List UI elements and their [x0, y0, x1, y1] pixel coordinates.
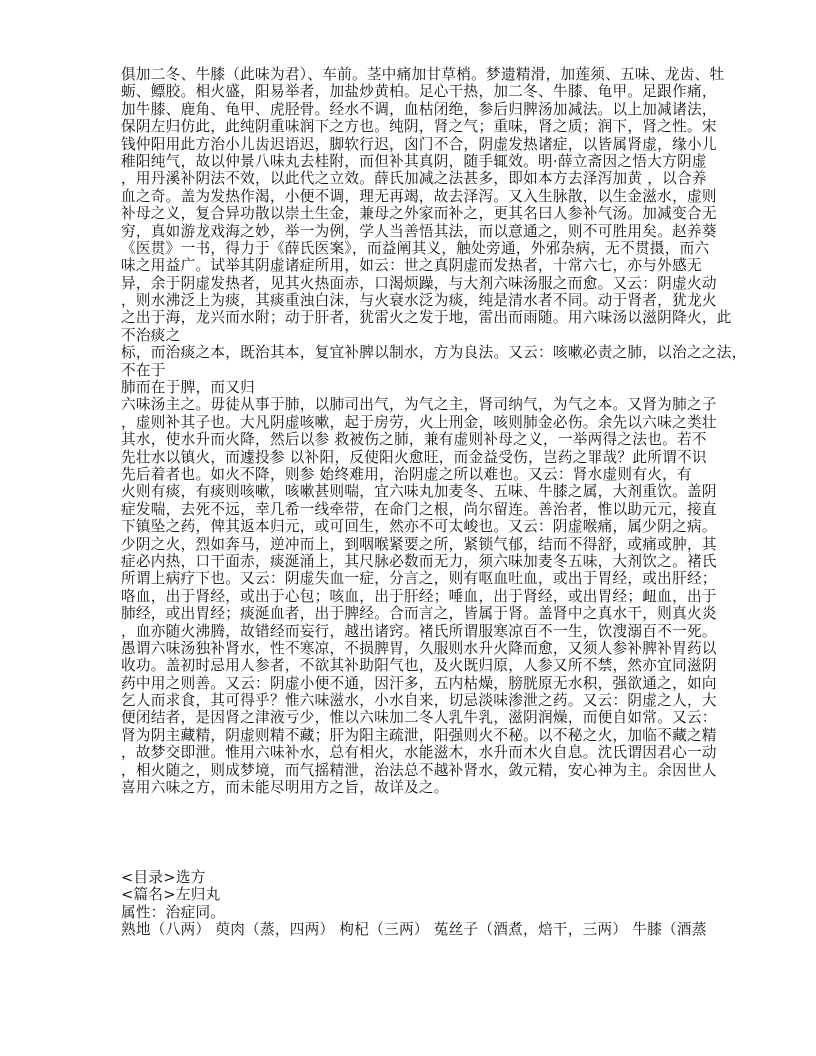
- text-line: 不在于: [121, 361, 166, 379]
- text-line: 先后着者也。如火不降，则参 始终难用，治阴虚之所以难也。又云：肾水虚则有火，有: [121, 465, 692, 483]
- text-line: 乞人而求食，其可得乎？惟六味滋水，小水自来，切忌淡味渗泄之药。又云：阴虚之人，大: [121, 692, 717, 710]
- text-line: 《医贯》一书，得力于《薛氏医案》，而益阐其义，触处旁通，外邪杂病，无不贯摄，而六: [121, 239, 710, 257]
- text-line: 味之用益广。试举其阴虚诸症所用，如云：世之真阴虚而发热者，十常六七，亦与外感无: [121, 257, 702, 275]
- text-line: 肺而在于脾，而又归: [121, 379, 256, 397]
- text-line: 下镇坠之药，俾其返本归元，或可回生，然亦不可太峻也。又云：阴虚喉痛，属少阴之病。: [121, 518, 717, 536]
- text-line: 火则有痰，有痰则咳嗽，咳嗽甚则喘，宜六味丸加麦冬、五味、牛膝之属，大剂重饮。盖阴: [121, 483, 717, 501]
- text-line: 喜用六味之方，而未能尽明用方之旨，故详及之。: [121, 779, 449, 797]
- text-line: 少阴之火，烈如奔马，逆冲而上，到咽喉紧要之所，紧锁气郁，结而不得舒，或痛或肿，其: [121, 535, 717, 553]
- formula-ingredients: 熟地（八两） 萸肉（蒸，四两） 枸杞（三两） 菟丝子（酒煮，焙干，三两） 牛膝（酒蒸: [121, 921, 707, 939]
- text-line: ，则水沸泛上为痰，其痰重浊白沫，与火衰水泛为痰，纯是清水者不同。动于肾者，犹龙火: [121, 292, 717, 310]
- text-line: 愚谓六味汤独补肾水，性不寒凉，不损脾胃，久服则水升火降而愈，又须人参补脾补胃药以: [121, 639, 717, 657]
- text-line: 先壮水以镇火，而遽投参 以补阳，反使阳火愈旺，而金益受伤，岂药之罪哉？此所谓不识: [121, 448, 707, 466]
- text-line: 钱仲阳用此方治小儿齿迟语迟，脚软行迟，囟门不合，阴虚发热诸症，以皆属肾虚，缘小儿: [121, 135, 717, 153]
- formula-section: [121, 869, 707, 939]
- text-line: 蛎、鳔胶。相火盛，阳易举者，加盐炒黄柏。足心干热，加二冬、牛膝、龟甲。足跟作痛，: [121, 83, 717, 101]
- text-line: 其水，使水升而火降，然后以参 救被伤之肺，兼有虚则补母之义，一举两得之法也。若不: [121, 431, 707, 449]
- catalog-line: <目录>选方: [121, 869, 206, 886]
- text-line: 血之奇。盖为发热作渴，小便不调，理无再竭，故去泽泻。又入生脉散，以生金滋水，虚则: [121, 187, 717, 205]
- text-line: 咯血，出于肾经，或出于心包；咳血，出于肝经；唾血，出于肾经，或出胃经；衄血，出于: [121, 587, 717, 605]
- text-line: 标，而治痰之本，既治其本，复宜补脾以制水，方为良法。又云：咳嗽必责之肺，以治之之法，: [121, 344, 747, 362]
- text-line: 之出于海，龙兴而水附；动于肝者，犹雷火之发于地，雷出而雨随。用六味汤以滋阴降火，此: [121, 309, 732, 327]
- text-line: 异，余于阴虚发热者，见其火热面赤，口渴烦躁，与大剂六味汤服之而愈。又云：阴虚火动: [121, 274, 717, 292]
- text-line: 稚阳纯气，故以仲景八味丸去桂附，而但补其真阴，随手辄效。明·薛立斋因之悟大方阴虚: [121, 152, 707, 170]
- text-line: 六味汤主之。毋徒从事于肺，以肺司出气，为气之主，肾司纳气，为气之本。又肾为肺之子: [121, 396, 717, 414]
- formula-title: <篇名>左归丸: [121, 886, 221, 904]
- document-body: [121, 66, 747, 797]
- text-line: 俱加二冬、牛膝（此味为君）、车前。茎中痛加甘草梢。梦遗精滑，加莲须、五味、龙齿、牡: [121, 66, 725, 83]
- text-line: 不治痰之: [121, 326, 181, 344]
- text-line: 肾为阴主藏精，阴虚则精不藏；肝为阳主疏泄，阳强则火不秘。以不秘之火，加临不藏之精: [121, 726, 717, 744]
- text-line: 症发喘，去死不远，幸几希一线牵带，在命门之根，尚尔留连。善治者，惟以助元元，接直: [121, 500, 717, 518]
- text-line: 加牛膝、鹿角、龟甲、虎胫骨。经水不调，血枯闭绝，参后归脾汤加减法。以上加减诸法，: [121, 100, 717, 118]
- text-line: 症必内热，口干面赤，痰涎涌上，其尺脉必数而无力，须六味加麦冬五味，大剂饮之。褚氏: [121, 552, 717, 570]
- formula-property: 属性：治症同。: [121, 903, 226, 921]
- text-line: 收功。盖初时忌用人参者，不欲其补助阳气也，及火既归原，人参又所不禁，然亦宜同滋阴: [121, 657, 717, 675]
- text-line: ，血亦随火沸腾，故错经而妄行，越出诸窍。褚氏所谓服寒凉百不一生，饮溲溺百不一死。: [121, 622, 717, 640]
- text-line: ，故梦交即泄。惟用六味补水，总有相火，水能滋木，水升而木火自息。沈氏谓因君心一动: [121, 744, 717, 762]
- text-line: 便闭结者，是因肾之津液亏少，惟以六味加二冬人乳牛乳，滋阴润燥，而便自如常。又云：: [121, 709, 717, 727]
- text-line: ，虚则补其子也。大凡阴虚咳嗽，起于房劳，火上刑金，咳则肺金必伤。余先以六味之类壮: [121, 413, 717, 431]
- text-line: 肺经，或出胃经；痰涎血者，出于脾经。合而言之，皆属于肾。盖肾中之真水干，则真火炎: [121, 605, 717, 623]
- text-line: 药中用之则善。又云：阴虚小便不通，因汗多，五内枯燥，膀胱原无水积，强欲通之，如向: [121, 674, 717, 692]
- text-line: 保阴左归仿此，此纯阴重味润下之方也。纯阴，肾之气；重味，肾之质；润下，肾之性。宋: [121, 118, 717, 136]
- text-line: ，相火随之，则成梦境，而气摇精泄，治法总不越补肾水，敛元精，安心神为主。余因世人: [121, 761, 717, 779]
- text-line: 穷，真如游龙戏海之妙，举一为例，学人当善悟其法，而以意通之，则不可胜用矣。赵养葵: [121, 222, 717, 240]
- text-line: 所谓上病疗下也。又云：阴虚失血一症，分言之，则有呕血吐血，或出于胃经，或出肝经；: [121, 570, 717, 588]
- text-line: ，用丹溪补阴法不效，以此代之立效。薛氏加减之法甚多，即如本方去泽泻加黄 ，以合养: [121, 170, 707, 188]
- text-line: 补母之义，复合异功散以崇土生金，兼母之外家而补之，更其名曰人参补气汤。加减变合无: [121, 205, 717, 223]
